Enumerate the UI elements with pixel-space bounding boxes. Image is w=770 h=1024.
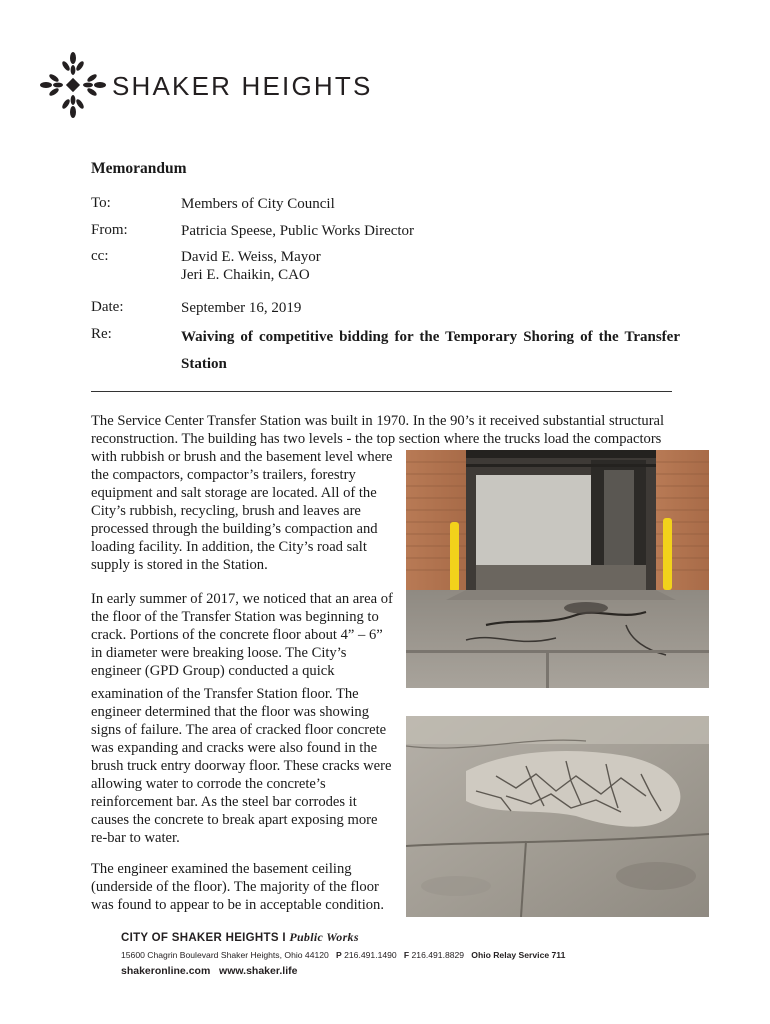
cc-value-1: David E. Weiss, Mayor <box>181 249 321 265</box>
footer-separator: I <box>282 932 286 944</box>
text-line: brush truck entry doorway floor. These cracks were <box>91 758 392 774</box>
leaf-cross-icon <box>40 52 106 118</box>
cracked-floor-closeup-photo <box>406 716 709 917</box>
text-line: crack. Portions of the concrete floor about 4” – 6” <box>91 627 383 643</box>
text-line: was expanding and cracks were also found in the <box>91 740 378 756</box>
footer-fax-label: F <box>403 950 410 960</box>
footer-contact-line <box>121 950 565 960</box>
cc-value-2: Jeri E. Chaikin, CAO <box>181 267 310 283</box>
footer-dept: Public Works <box>289 930 359 944</box>
footer-phone: 216.491.1490 <box>344 950 397 960</box>
text-line: was found to appear to be in acceptable condition. <box>91 897 384 913</box>
footer-website-1[interactable]: shakeronline.com <box>121 965 211 977</box>
text-line: in diameter were breaking loose. The City’s <box>91 645 347 661</box>
text-line: loading facility. In addition, the City’s road salt <box>91 539 367 555</box>
text-line: equipment and salt storage are located. All of the <box>91 485 377 501</box>
date-label: Date: <box>91 299 124 315</box>
text-line: allowing water to corrode the concrete’s <box>91 776 326 792</box>
footer-relay: Ohio Relay Service 711 <box>471 950 566 960</box>
paragraph-1-continued <box>91 448 401 574</box>
footer-website-2[interactable]: www.shaker.life <box>219 965 298 977</box>
text-line: engineer determined that the floor was showing <box>91 704 370 720</box>
cc-label: cc: <box>91 248 109 264</box>
text-line: with rubbish or brush and the basement level where <box>91 449 393 465</box>
footer-phone-label: P <box>336 950 342 960</box>
footer-org-line <box>121 930 359 945</box>
footer-web-line <box>121 965 297 977</box>
text-line: reconstruction. The building has two levels - the top section where the trucks load the compactors <box>91 431 662 447</box>
text-line: (underside of the floor). The majority of the floor <box>91 879 379 895</box>
text-line: the compactors, compactor’s trailers, forestry <box>91 467 356 483</box>
footer-org: CITY OF SHAKER HEIGHTS <box>121 932 279 944</box>
text-line: The Service Center Transfer Station was built in 1970. In the 90’s it received substantial structural <box>91 413 665 429</box>
text-line: supply is stored in the Station. <box>91 557 268 573</box>
text-line: processed through the building’s compaction and <box>91 521 378 537</box>
paragraph-2 <box>91 590 401 680</box>
text-line: examination of the Transfer Station floor. The <box>91 686 359 702</box>
text-line: reinforcement bar. As the steel bar corrodes it <box>91 794 357 810</box>
to-label: To: <box>91 195 111 211</box>
header-divider <box>91 391 672 392</box>
text-line: the floor of the Transfer Station was beginning to <box>91 609 379 625</box>
from-label: From: <box>91 222 128 238</box>
text-line: re-bar to water. <box>91 830 180 846</box>
text-line: signs of failure. The area of cracked floor concrete <box>91 722 387 738</box>
text-line: City’s rubbish, recycling, brush and leaves are <box>91 503 361 519</box>
transfer-station-entrance-photo <box>406 450 709 688</box>
to-value: Members of City Council <box>181 196 335 212</box>
text-line: engineer (GPD Group) conducted a quick <box>91 663 335 679</box>
text-line: causes the concrete to break apart exposing more <box>91 812 378 828</box>
re-subject: Waiving of competitive bidding for the Temporary Shoring of the Transfer Station <box>181 329 680 372</box>
memo-title: Memorandum <box>91 160 187 177</box>
text-line: In early summer of 2017, we noticed that an area of <box>91 591 393 607</box>
re-label: Re: <box>91 326 112 342</box>
date-value: September 16, 2019 <box>181 300 302 316</box>
logo-wordmark: SHAKER HEIGHTS <box>112 71 373 101</box>
footer-address: 15600 Chagrin Boulevard Shaker Heights, Ohio 44120 <box>121 950 329 960</box>
from-value: Patricia Speese, Public Works Director <box>181 223 415 239</box>
text-line: The engineer examined the basement ceiling <box>91 861 352 877</box>
shaker-heights-logo <box>40 52 385 122</box>
footer-fax: 216.491.8829 <box>411 950 465 960</box>
paragraph-4 <box>91 860 401 914</box>
paragraph-3 <box>91 685 401 847</box>
paragraph-1-full <box>91 412 676 448</box>
